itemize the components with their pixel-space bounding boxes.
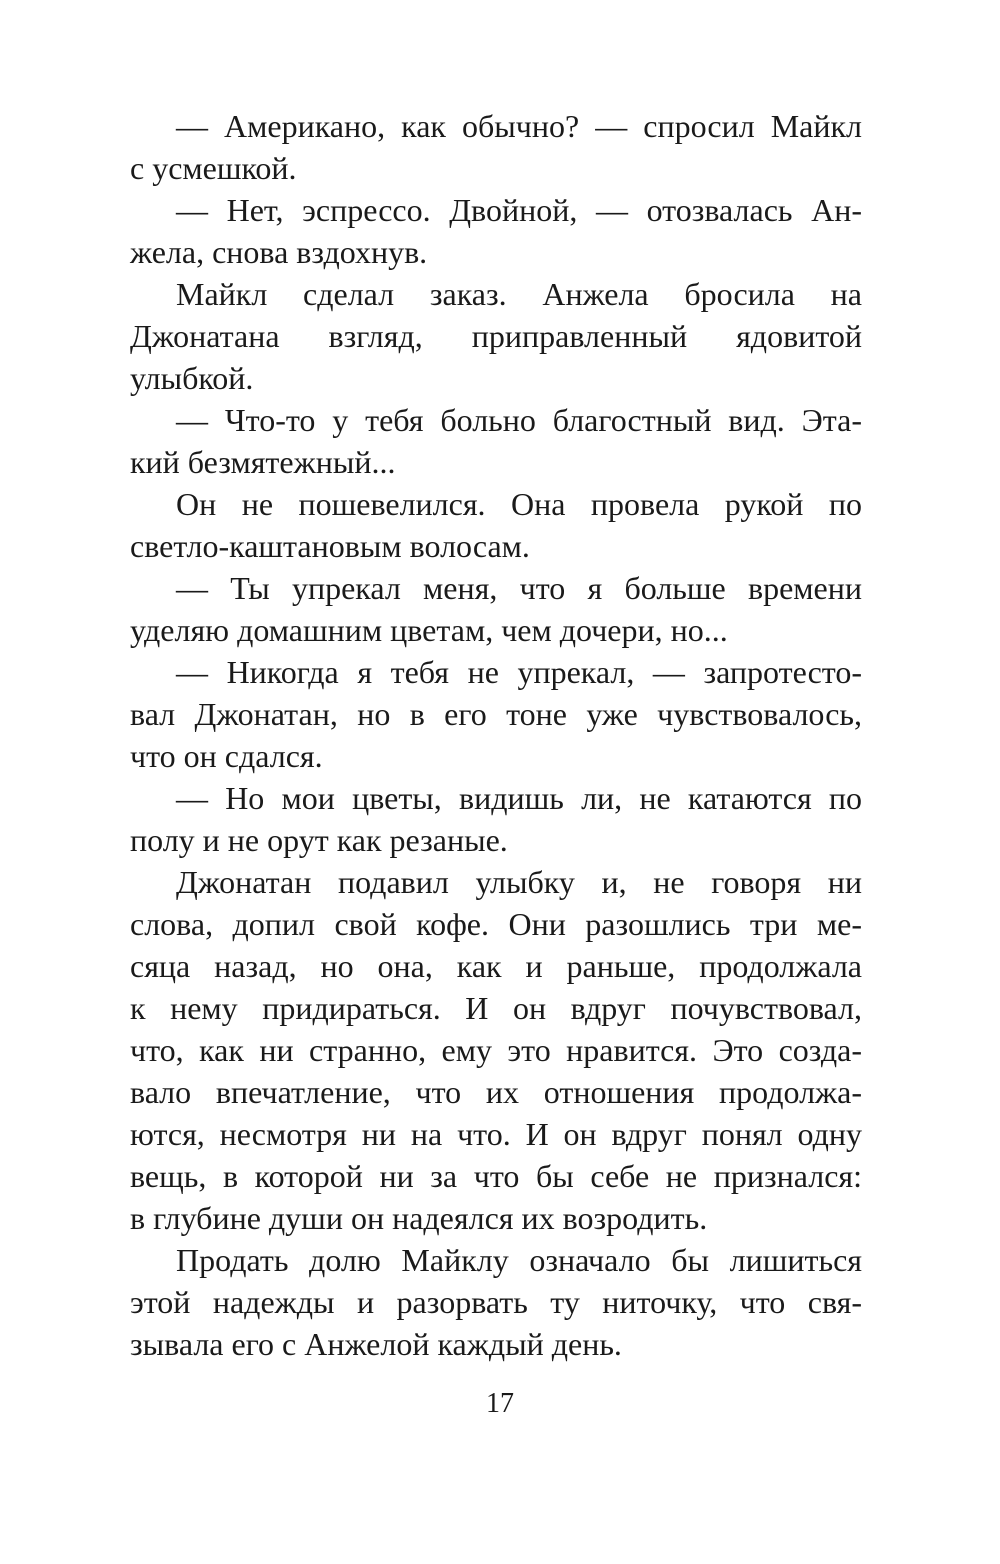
text-line: вещь, в которой ни за что бы себе не признался: [130, 1158, 862, 1194]
text-line: полу и не орут как резаные. [130, 822, 508, 858]
text-line: — Ты упрекал меня, что я больше времени [176, 570, 862, 606]
text-line: в глубине души он надеялся их возродить. [130, 1200, 708, 1236]
text-line: — Но мои цветы, видишь ли, не катаются по [176, 780, 862, 816]
text-line: этой надежды и разорвать ту ниточку, что свя- [130, 1284, 862, 1320]
text-line: Он не пошевелился. Она провела рукой по [176, 486, 862, 522]
text-line: ются, несмотря ни на что. И он вдруг понял одну [130, 1116, 862, 1152]
text-line: вал Джонатан, но в его тоне уже чувствовалось, [130, 696, 862, 732]
text-line: — Американо, как обычно? — спросил Майкл [176, 108, 862, 144]
text-line: — Нет, эспрессо. Двойной, — отозвалась Ан- [176, 192, 862, 228]
text-line: Продать долю Майклу означало бы лишиться [176, 1242, 862, 1278]
text-line: — Что-то у тебя больно благостный вид. Эта- [176, 402, 862, 438]
text-line: Майкл сделал заказ. Анжела бросила на [176, 276, 862, 312]
text-line: слова, допил свой кофе. Они разошлись три ме- [130, 906, 862, 942]
text-line: вало впечатление, что их отношения продолжа- [130, 1074, 862, 1110]
text-line: кий безмятежный... [130, 444, 396, 480]
text-line: уделяю домашним цветам, чем дочери, но... [130, 612, 728, 648]
text-line: что, как ни странно, ему это нравится. Это созда- [130, 1032, 862, 1068]
text-line: к нему придираться. И он вдруг почувствовал, [130, 990, 862, 1026]
text-line: жела, снова вздохнув. [130, 234, 428, 270]
text-line: светло-каштановым волосам. [130, 528, 530, 564]
text-line: сяца назад, но она, как и раньше, продолжала [130, 948, 862, 984]
text-line: Джонатан подавил улыбку и, не говоря ни [176, 864, 862, 900]
text-line: зывала его с Анжелой каждый день. [130, 1326, 622, 1362]
text-line: с усмешкой. [130, 150, 297, 186]
page-number: 17 [486, 1388, 514, 1419]
body-text [130, 105, 862, 1365]
text-line: что он сдался. [130, 738, 323, 774]
text-line: улыбкой. [130, 360, 254, 396]
text-line: — Никогда я тебя не упрекал, — запротесто- [176, 654, 862, 690]
text-line: Джонатана взгляд, приправленный ядовитой [130, 318, 862, 354]
